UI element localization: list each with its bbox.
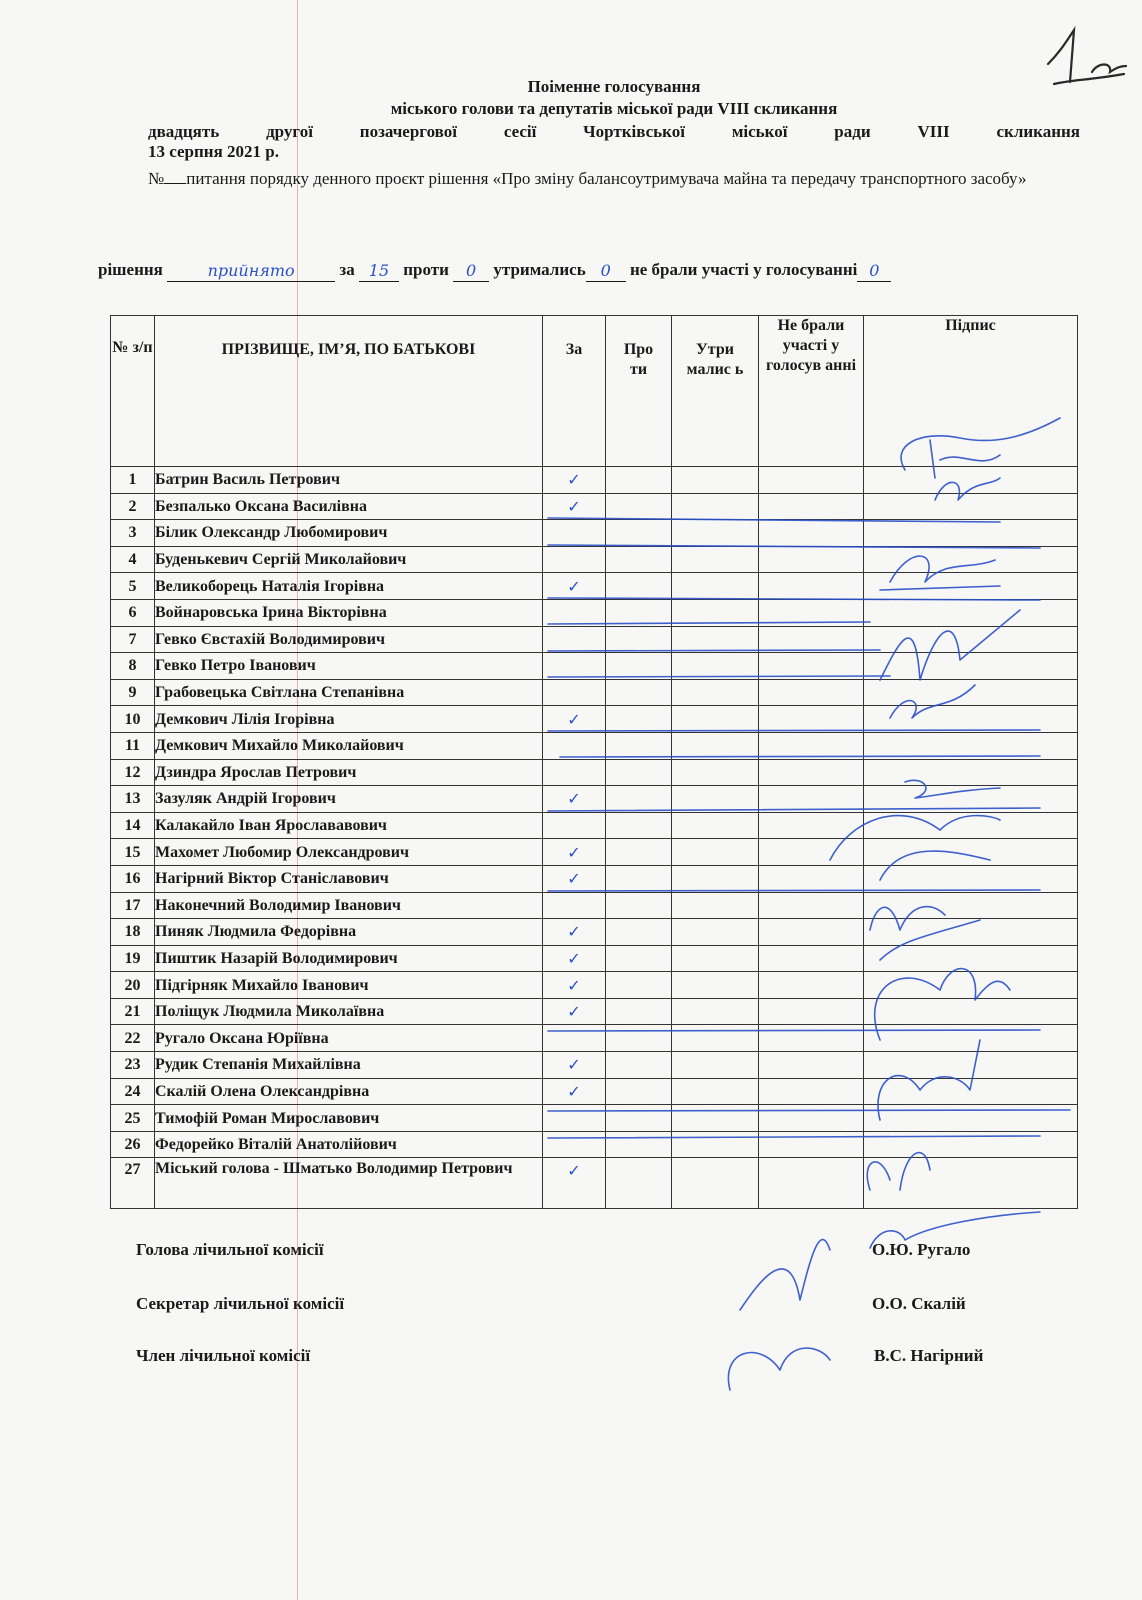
row-number: 2 (111, 493, 155, 520)
row-number: 7 (111, 626, 155, 653)
vote-not-voted-cell (759, 467, 864, 494)
vote-against-cell (606, 493, 672, 520)
vote-abstained-cell (672, 493, 759, 520)
secretary-name: О.О. Скалій (872, 1294, 966, 1313)
row-number: 10 (111, 706, 155, 733)
vote-abstained-cell (672, 679, 759, 706)
signature-cell (864, 892, 1078, 919)
table-row (111, 1158, 1078, 1209)
table-row (111, 1052, 1078, 1079)
member-name: Зазуляк Андрій Ігорович (155, 786, 543, 813)
member-name: Гевко Петро Іванович (155, 653, 543, 680)
table-header-row (111, 316, 1078, 467)
vote-not-voted-cell (759, 1131, 864, 1158)
table-row (111, 679, 1078, 706)
col-header-num: № з/п (111, 316, 155, 467)
member-name: Демкович Михайло Миколайович (155, 732, 543, 759)
row-number: 5 (111, 573, 155, 600)
vote-abstained-cell (672, 786, 759, 813)
vote-against-cell (606, 546, 672, 573)
row-number: 16 (111, 865, 155, 892)
vote-for-cell (543, 520, 606, 547)
member-name: Федорейко Віталій Анатолійович (155, 1131, 543, 1158)
vote-against-cell (606, 786, 672, 813)
row-number: 4 (111, 546, 155, 573)
row-number: 18 (111, 919, 155, 946)
vote-abstained-cell (672, 1131, 759, 1158)
question-number-blank (164, 169, 186, 184)
signature-cell (864, 520, 1078, 547)
vote-abstained-cell (672, 812, 759, 839)
table-row (111, 839, 1078, 866)
table-row (111, 786, 1078, 813)
vote-against-cell (606, 998, 672, 1025)
vote-not-voted-cell (759, 573, 864, 600)
vote-against-cell (606, 812, 672, 839)
vote-against-cell (606, 1158, 672, 1209)
vote-against-cell (606, 1025, 672, 1052)
against-label: проти (403, 260, 449, 279)
member-name: Підгірняк Михайло Іванович (155, 972, 543, 999)
signature-cell (864, 919, 1078, 946)
signature-cell (864, 812, 1078, 839)
member-name: Калакайло Іван Ярослававович (155, 812, 543, 839)
chair-role: Голова лічильної комісії (136, 1240, 324, 1259)
vote-not-voted-cell (759, 919, 864, 946)
table-row (111, 653, 1078, 680)
signature-cell (864, 493, 1078, 520)
vote-for-cell (543, 892, 606, 919)
row-number: 1 (111, 467, 155, 494)
vote-against-cell (606, 1105, 672, 1132)
table-row (111, 1131, 1078, 1158)
signature-cell (864, 786, 1078, 813)
not-voted-value: 0 (857, 259, 891, 282)
vote-against-cell (606, 679, 672, 706)
vote-result-line (98, 258, 1078, 282)
vote-abstained-cell (672, 998, 759, 1025)
vote-for-cell (543, 812, 606, 839)
signature-cell (864, 759, 1078, 786)
vote-against-cell (606, 759, 672, 786)
member-name: Нагірний Віктор Станіславович (155, 865, 543, 892)
vote-for-cell: ✓ (543, 1052, 606, 1079)
row-number: 21 (111, 998, 155, 1025)
vote-not-voted-cell (759, 812, 864, 839)
table-row (111, 892, 1078, 919)
vote-abstained-cell (672, 520, 759, 547)
vote-against-cell (606, 626, 672, 653)
row-number: 19 (111, 945, 155, 972)
table-row (111, 945, 1078, 972)
vote-for-cell (543, 759, 606, 786)
vote-for-cell (543, 626, 606, 653)
col-header-for: За (543, 316, 606, 467)
vote-not-voted-cell (759, 1052, 864, 1079)
vote-not-voted-cell (759, 493, 864, 520)
vote-abstained-cell (672, 599, 759, 626)
vote-for-cell (543, 1131, 606, 1158)
vote-not-voted-cell (759, 892, 864, 919)
vote-for-cell: ✓ (543, 919, 606, 946)
row-number: 27 (111, 1158, 155, 1209)
vote-for-cell: ✓ (543, 467, 606, 494)
vote-for-cell: ✓ (543, 1158, 606, 1209)
vote-for-cell: ✓ (543, 786, 606, 813)
vote-not-voted-cell (759, 998, 864, 1025)
question-text: питання порядку денного проєкт рішення «Про зміну балансоутримувача майна та передачу транспортного засобу» (186, 169, 1027, 188)
signature-cell (864, 1052, 1078, 1079)
chair-name: О.Ю. Ругало (872, 1240, 971, 1259)
vote-not-voted-cell (759, 759, 864, 786)
vote-abstained-cell (672, 626, 759, 653)
signature-cell (864, 998, 1078, 1025)
roll-call-table (110, 315, 1078, 1209)
signature-cell (864, 1105, 1078, 1132)
footer-signature-secretary (740, 1240, 830, 1310)
vote-abstained-cell (672, 839, 759, 866)
signature-cell (864, 546, 1078, 573)
vote-not-voted-cell (759, 520, 864, 547)
vote-for-cell: ✓ (543, 998, 606, 1025)
member-name: Пиштик Назарій Володимирович (155, 945, 543, 972)
table-row (111, 972, 1078, 999)
table-row (111, 1025, 1078, 1052)
question-number-sign: № (148, 169, 165, 188)
row-number: 12 (111, 759, 155, 786)
member-name: Скалій Олена Олександрівна (155, 1078, 543, 1105)
row-number: 24 (111, 1078, 155, 1105)
document-title: Поіменне голосування (527, 77, 701, 96)
member-name: Тимофій Роман Мирославович (155, 1105, 543, 1132)
vote-not-voted-cell (759, 1078, 864, 1105)
vote-against-cell (606, 839, 672, 866)
signature-cell (864, 972, 1078, 999)
vote-for-cell (543, 599, 606, 626)
member-name: Великоборець Наталія Ігорівна (155, 573, 543, 600)
row-number: 9 (111, 679, 155, 706)
table-row (111, 546, 1078, 573)
vote-against-cell (606, 599, 672, 626)
row-number: 23 (111, 1052, 155, 1079)
member-name: Гевко Євстахій Володимирович (155, 626, 543, 653)
vote-not-voted-cell (759, 865, 864, 892)
table-row (111, 812, 1078, 839)
footer-signature-member (728, 1348, 830, 1390)
vote-against-cell (606, 972, 672, 999)
not-voted-label: не брали участі у голосуванні (629, 260, 858, 279)
row-number: 25 (111, 1105, 155, 1132)
vote-not-voted-cell (759, 972, 864, 999)
member-name: Білик Олександр Любомирович (155, 520, 543, 547)
vote-abstained-cell (672, 732, 759, 759)
col-header-not-voted: Не брали участі у голосув анні (759, 316, 864, 467)
member-name: В.С. Нагірний (874, 1346, 984, 1365)
vote-not-voted-cell (759, 945, 864, 972)
signature-cell (864, 1131, 1078, 1158)
vote-against-cell (606, 1131, 672, 1158)
table-row (111, 706, 1078, 733)
session-date: 13 серпня 2021 р. (148, 142, 279, 161)
signature-cell (864, 865, 1078, 892)
vote-for-cell: ✓ (543, 945, 606, 972)
member-name: Ругало Оксана Юріївна (155, 1025, 543, 1052)
vote-for-cell: ✓ (543, 573, 606, 600)
signature-cell (864, 839, 1078, 866)
col-header-name: ПРІЗВИЩЕ, ІМ’Я, ПО БАТЬКОВІ (155, 316, 543, 467)
table-row (111, 520, 1078, 547)
for-label: за (339, 260, 355, 279)
vote-abstained-cell (672, 1025, 759, 1052)
vote-for-cell: ✓ (543, 493, 606, 520)
signature-cell (864, 626, 1078, 653)
table-row (111, 467, 1078, 494)
vote-abstained-cell (672, 892, 759, 919)
vote-for-cell: ✓ (543, 839, 606, 866)
signature-cell (864, 1158, 1078, 1209)
vote-abstained-cell (672, 865, 759, 892)
against-value: 0 (453, 259, 489, 282)
signature-cell (864, 599, 1078, 626)
vote-against-cell (606, 892, 672, 919)
vote-for-cell (543, 679, 606, 706)
vote-not-voted-cell (759, 546, 864, 573)
signature-cell (864, 653, 1078, 680)
vote-abstained-cell (672, 972, 759, 999)
vote-abstained-cell (672, 1105, 759, 1132)
vote-against-cell (606, 653, 672, 680)
vote-abstained-cell (672, 1158, 759, 1209)
member-name: Грабовецька Світлана Степанівна (155, 679, 543, 706)
row-number: 8 (111, 653, 155, 680)
signature-cell (864, 1025, 1078, 1052)
table-row (111, 759, 1078, 786)
decision-value: прийнято (167, 259, 335, 282)
member-role: Член лічильної комісії (136, 1346, 311, 1365)
row-number: 17 (111, 892, 155, 919)
vote-not-voted-cell (759, 1105, 864, 1132)
vote-for-cell (543, 1025, 606, 1052)
vote-against-cell (606, 732, 672, 759)
for-value: 15 (359, 259, 399, 282)
vote-for-cell (543, 546, 606, 573)
table-row (111, 493, 1078, 520)
member-name: Дзиндра Ярослав Петрович (155, 759, 543, 786)
document-header (148, 76, 1080, 190)
row-number: 11 (111, 732, 155, 759)
vote-against-cell (606, 573, 672, 600)
member-name: Войнаровська Ірина Вікторівна (155, 599, 543, 626)
table-row (111, 919, 1078, 946)
row-number: 13 (111, 786, 155, 813)
vote-not-voted-cell (759, 626, 864, 653)
member-name: Демкович Лілія Ігорівна (155, 706, 543, 733)
signature-cell (864, 467, 1078, 494)
member-name: Міський голова - Шматько Володимир Петрович (155, 1158, 543, 1209)
vote-not-voted-cell (759, 732, 864, 759)
vote-against-cell (606, 1078, 672, 1105)
row-number: 15 (111, 839, 155, 866)
member-name: Батрин Василь Петрович (155, 467, 543, 494)
table-row (111, 998, 1078, 1025)
col-header-against: Про ти (606, 316, 672, 467)
row-number: 20 (111, 972, 155, 999)
table-body (111, 467, 1078, 1209)
row-number: 6 (111, 599, 155, 626)
member-name: Безпалько Оксана Василівна (155, 493, 543, 520)
vote-not-voted-cell (759, 653, 864, 680)
vote-for-cell (543, 653, 606, 680)
session-line: двадцять другої позачергової сесії Чортківської міської ради VIII скликання (148, 122, 1080, 141)
vote-abstained-cell (672, 546, 759, 573)
agenda-question (148, 168, 1080, 190)
vote-against-cell (606, 919, 672, 946)
signature-cell (864, 706, 1078, 733)
secretary-role: Секретар лічильної комісії (136, 1294, 345, 1313)
member-name: Буденькевич Сергій Миколайович (155, 546, 543, 573)
col-header-signature: Підпис (864, 316, 1078, 467)
vote-for-cell (543, 732, 606, 759)
vote-not-voted-cell (759, 1025, 864, 1052)
col-header-abstained: Утри малис ь (672, 316, 759, 467)
vote-against-cell (606, 865, 672, 892)
vote-for-cell: ✓ (543, 1078, 606, 1105)
vote-abstained-cell (672, 945, 759, 972)
table-row (111, 865, 1078, 892)
signature-cell (864, 945, 1078, 972)
signature-cell (864, 679, 1078, 706)
vote-not-voted-cell (759, 706, 864, 733)
vote-for-cell: ✓ (543, 865, 606, 892)
table-row (111, 1105, 1078, 1132)
vote-for-cell: ✓ (543, 972, 606, 999)
signature-cell (864, 732, 1078, 759)
vote-abstained-cell (672, 1078, 759, 1105)
table-row (111, 1078, 1078, 1105)
vote-abstained-cell (672, 573, 759, 600)
table-row (111, 573, 1078, 600)
row-number: 14 (111, 812, 155, 839)
vote-abstained-cell (672, 467, 759, 494)
vote-against-cell (606, 945, 672, 972)
vote-not-voted-cell (759, 599, 864, 626)
member-name: Махомет Любомир Олександрович (155, 839, 543, 866)
signature-cell (864, 1078, 1078, 1105)
vote-for-cell: ✓ (543, 706, 606, 733)
member-name: Рудик Степанія Михайлівна (155, 1052, 543, 1079)
vote-against-cell (606, 520, 672, 547)
vote-against-cell (606, 467, 672, 494)
vote-not-voted-cell (759, 786, 864, 813)
vote-abstained-cell (672, 706, 759, 733)
row-number: 26 (111, 1131, 155, 1158)
member-name: Пиняк Людмила Федорівна (155, 919, 543, 946)
vote-not-voted-cell (759, 1158, 864, 1209)
row-number: 3 (111, 520, 155, 547)
vote-abstained-cell (672, 1052, 759, 1079)
vote-for-cell (543, 1105, 606, 1132)
vote-not-voted-cell (759, 679, 864, 706)
vote-abstained-cell (672, 653, 759, 680)
table-row (111, 732, 1078, 759)
member-name: Наконечний Володимир Іванович (155, 892, 543, 919)
table-row (111, 599, 1078, 626)
vote-not-voted-cell (759, 839, 864, 866)
decision-label: рішення (98, 260, 163, 279)
abstained-label: утримались (493, 260, 586, 279)
vote-against-cell (606, 1052, 672, 1079)
member-name: Поліщук Людмила Миколаївна (155, 998, 543, 1025)
signature-cell (864, 573, 1078, 600)
vote-against-cell (606, 706, 672, 733)
vote-abstained-cell (672, 759, 759, 786)
abstained-value: 0 (586, 259, 626, 282)
document-subtitle: міського голови та депутатів міської ради VIII скликання (390, 99, 838, 118)
row-number: 22 (111, 1025, 155, 1052)
vote-abstained-cell (672, 919, 759, 946)
table-row (111, 626, 1078, 653)
